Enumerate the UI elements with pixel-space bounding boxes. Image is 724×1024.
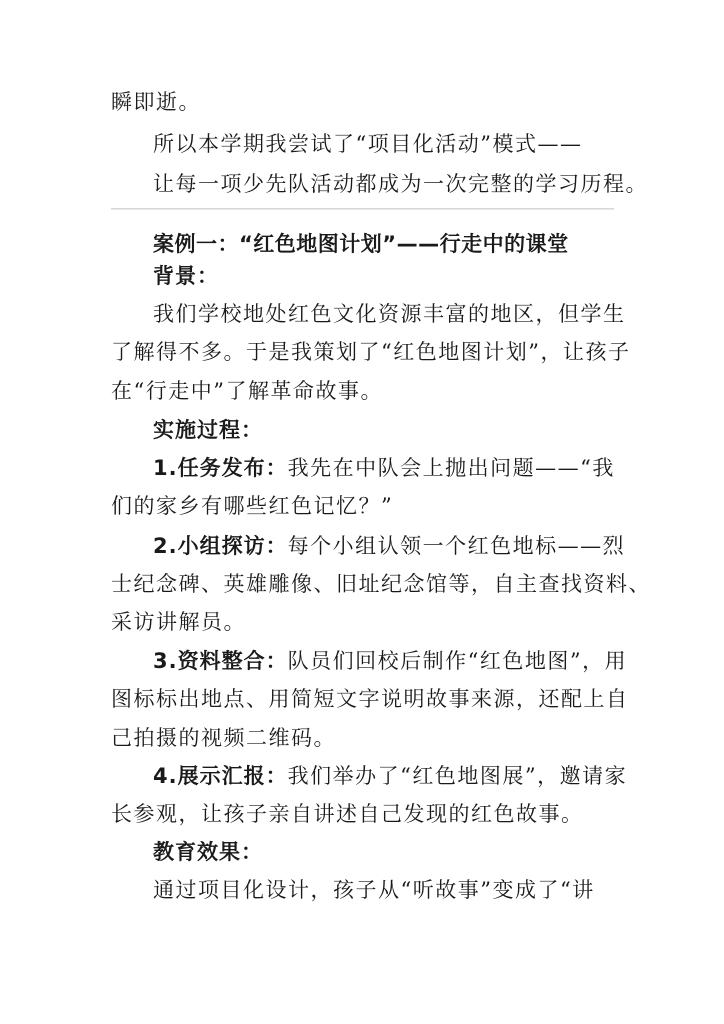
background-line-2: 了解得不多。于是我策划了“红色地图计划”，让孩子 xyxy=(111,340,631,364)
step-2-line-1 xyxy=(153,530,625,562)
step-1-label: 1.任务发布： xyxy=(153,456,288,480)
background-line-1: 我们学校地处红色文化资源丰富的地区，但学生 xyxy=(153,302,626,326)
intro-line-1: 瞬即逝。 xyxy=(111,90,201,114)
step-4-line-2: 长参观，让孩子亲自讲述自己发现的红色故事。 xyxy=(111,802,584,826)
step-1-line-2: 们的家乡有哪些红色记忆？” xyxy=(111,494,394,518)
intro-line-3: 让每一项少先队活动都成为一次完整的学习历程。 xyxy=(153,172,648,196)
step-2-line-2: 士纪念碑、英雄雕像、旧址纪念馆等，自主查找资料、 xyxy=(111,572,651,596)
section-divider xyxy=(111,208,614,210)
process-heading: 实施过程： xyxy=(153,418,263,442)
step-3-line-2: 图标标出地点、用简短文字说明故事来源，还配上自 xyxy=(111,687,629,711)
intro-line-2: 所以本学期我尝试了“项目化活动”模式—— xyxy=(153,132,583,156)
effect-line-1: 通过项目化设计，孩子从“听故事”变成了“讲 xyxy=(153,878,595,902)
background-heading: 背景： xyxy=(153,264,219,288)
case-title: 案例一：“红色地图计划”——行走中的课堂 xyxy=(153,232,569,256)
step-1-text: 我先在中队会上抛出问题——“我 xyxy=(287,456,615,480)
step-3-line-3: 己拍摄的视频二维码。 xyxy=(111,726,336,750)
step-2-text: 每个小组认领一个红色地标——烈 xyxy=(287,534,626,558)
step-4-label: 4.展示汇报： xyxy=(153,764,288,788)
step-1-line-1 xyxy=(153,452,615,484)
step-3-line-1 xyxy=(153,645,627,677)
step-2-line-3: 采访讲解员。 xyxy=(111,610,246,634)
background-line-3: 在“行走中”了解革命故事。 xyxy=(111,379,383,403)
step-3-text: 队员们回校后制作“红色地图”，用 xyxy=(287,649,628,673)
effect-heading: 教育效果： xyxy=(153,840,263,864)
step-3-label: 3.资料整合： xyxy=(153,649,288,673)
step-4-text: 我们举办了“红色地图展”，邀请家 xyxy=(287,764,628,788)
step-4-line-1 xyxy=(153,760,627,792)
step-2-label: 2.小组探访： xyxy=(153,534,288,558)
